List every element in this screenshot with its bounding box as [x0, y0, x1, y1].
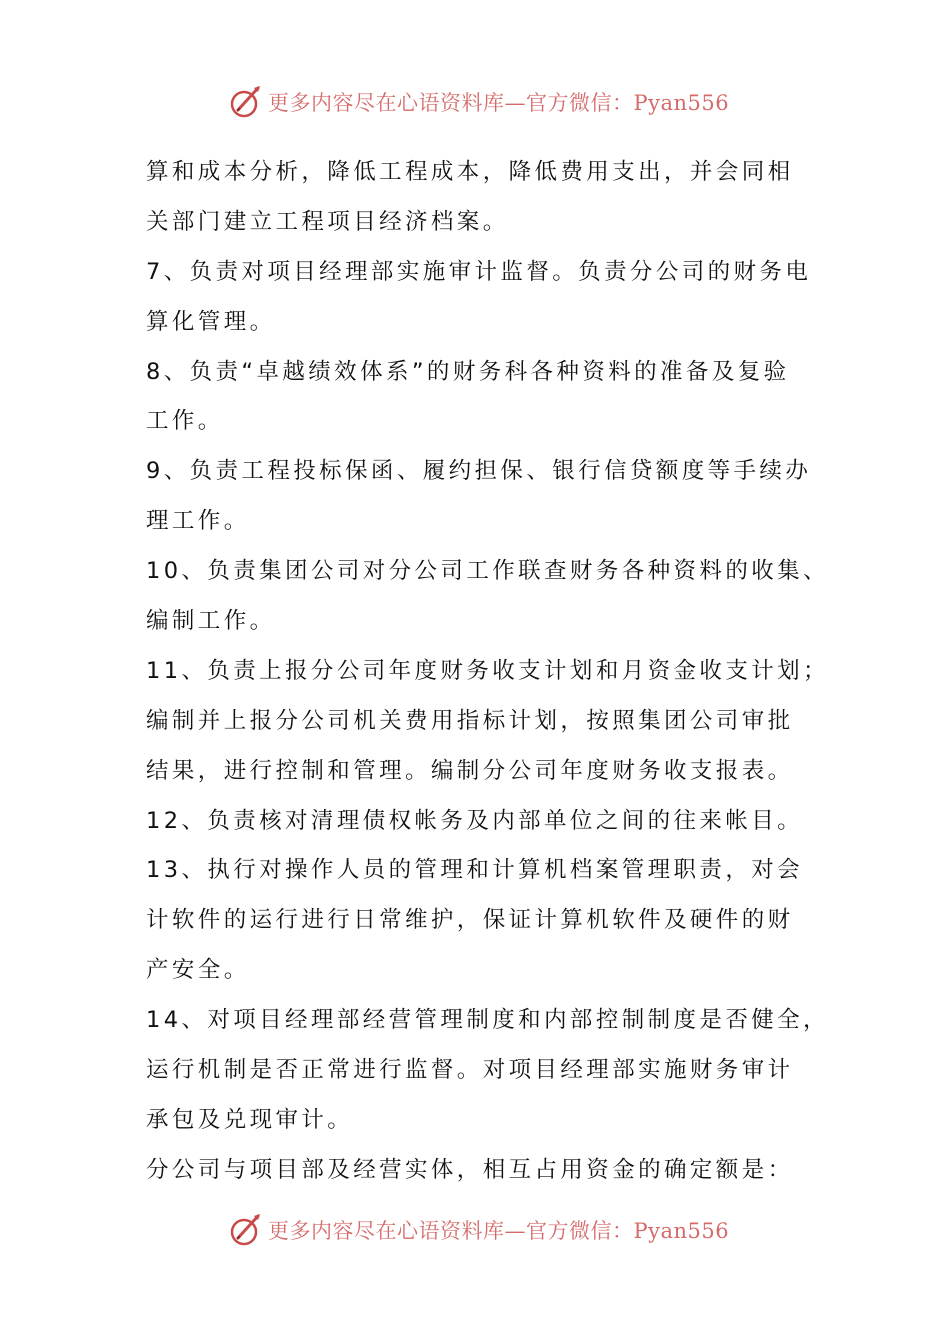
- body-line: 结果，进行控制和管理。编制分公司年度财务收支报表。: [146, 757, 794, 784]
- body-line: 14、对项目经理部经营管理制度和内部控制制度是否健全，: [146, 1007, 829, 1034]
- pen-logo-icon: [228, 84, 264, 120]
- body-line: 计软件的运行进行日常维护，保证计算机软件及硬件的财: [146, 907, 794, 934]
- body-line: 11、负责上报分公司年度财务收支计划和月资金收支计划；: [146, 657, 829, 684]
- body-line: 产安全。: [146, 957, 250, 984]
- body-line: 13、执行对操作人员的管理和计算机档案管理职责，对会: [146, 857, 804, 884]
- body-line: 运行机制是否正常进行监督。对项目经理部实施财务审计: [146, 1057, 794, 1084]
- body-line: 12、负责核对清理债权帐务及内部单位之间的往来帐目。: [146, 807, 804, 834]
- body-line: 分公司与项目部及经营实体，相互占用资金的确定额是：: [146, 1156, 794, 1183]
- body-line: 10、负责集团公司对分公司工作联查财务各种资料的收集、: [146, 558, 829, 585]
- header-watermark-text: 更多内容尽在心语资料库—官方微信：Pyan556: [268, 91, 730, 115]
- body-line: 编制工作。: [146, 608, 276, 635]
- body-line: 关部门建立工程项目经济档案。: [146, 208, 509, 235]
- body-line: 算和成本分析，降低工程成本，降低费用支出，并会同相: [146, 159, 794, 185]
- body-line: 9、负责工程投标保函、履约担保、银行信贷额度等手续办: [146, 458, 812, 485]
- body-line: 承包及兑现审计。: [146, 1106, 354, 1133]
- body-line: 编制并上报分公司机关费用指标计划，按照集团公司审批: [146, 707, 794, 734]
- body-line: 理工作。: [146, 508, 250, 535]
- document-body: [146, 148, 836, 1196]
- footer-watermark-text: 更多内容尽在心语资料库—官方微信：Pyan556: [268, 1219, 730, 1243]
- pen-logo-icon: [228, 1212, 264, 1248]
- body-line: 工作。: [146, 408, 224, 435]
- footer-watermark: [228, 1210, 729, 1250]
- body-line: 8、负责“卓越绩效体系”的财务科各种资料的准备及复验: [146, 358, 790, 385]
- body-line: 7、负责对项目经理部实施审计监督。负责分公司的财务电: [146, 258, 812, 285]
- body-line: 算化管理。: [146, 308, 276, 335]
- header-watermark: [228, 82, 729, 122]
